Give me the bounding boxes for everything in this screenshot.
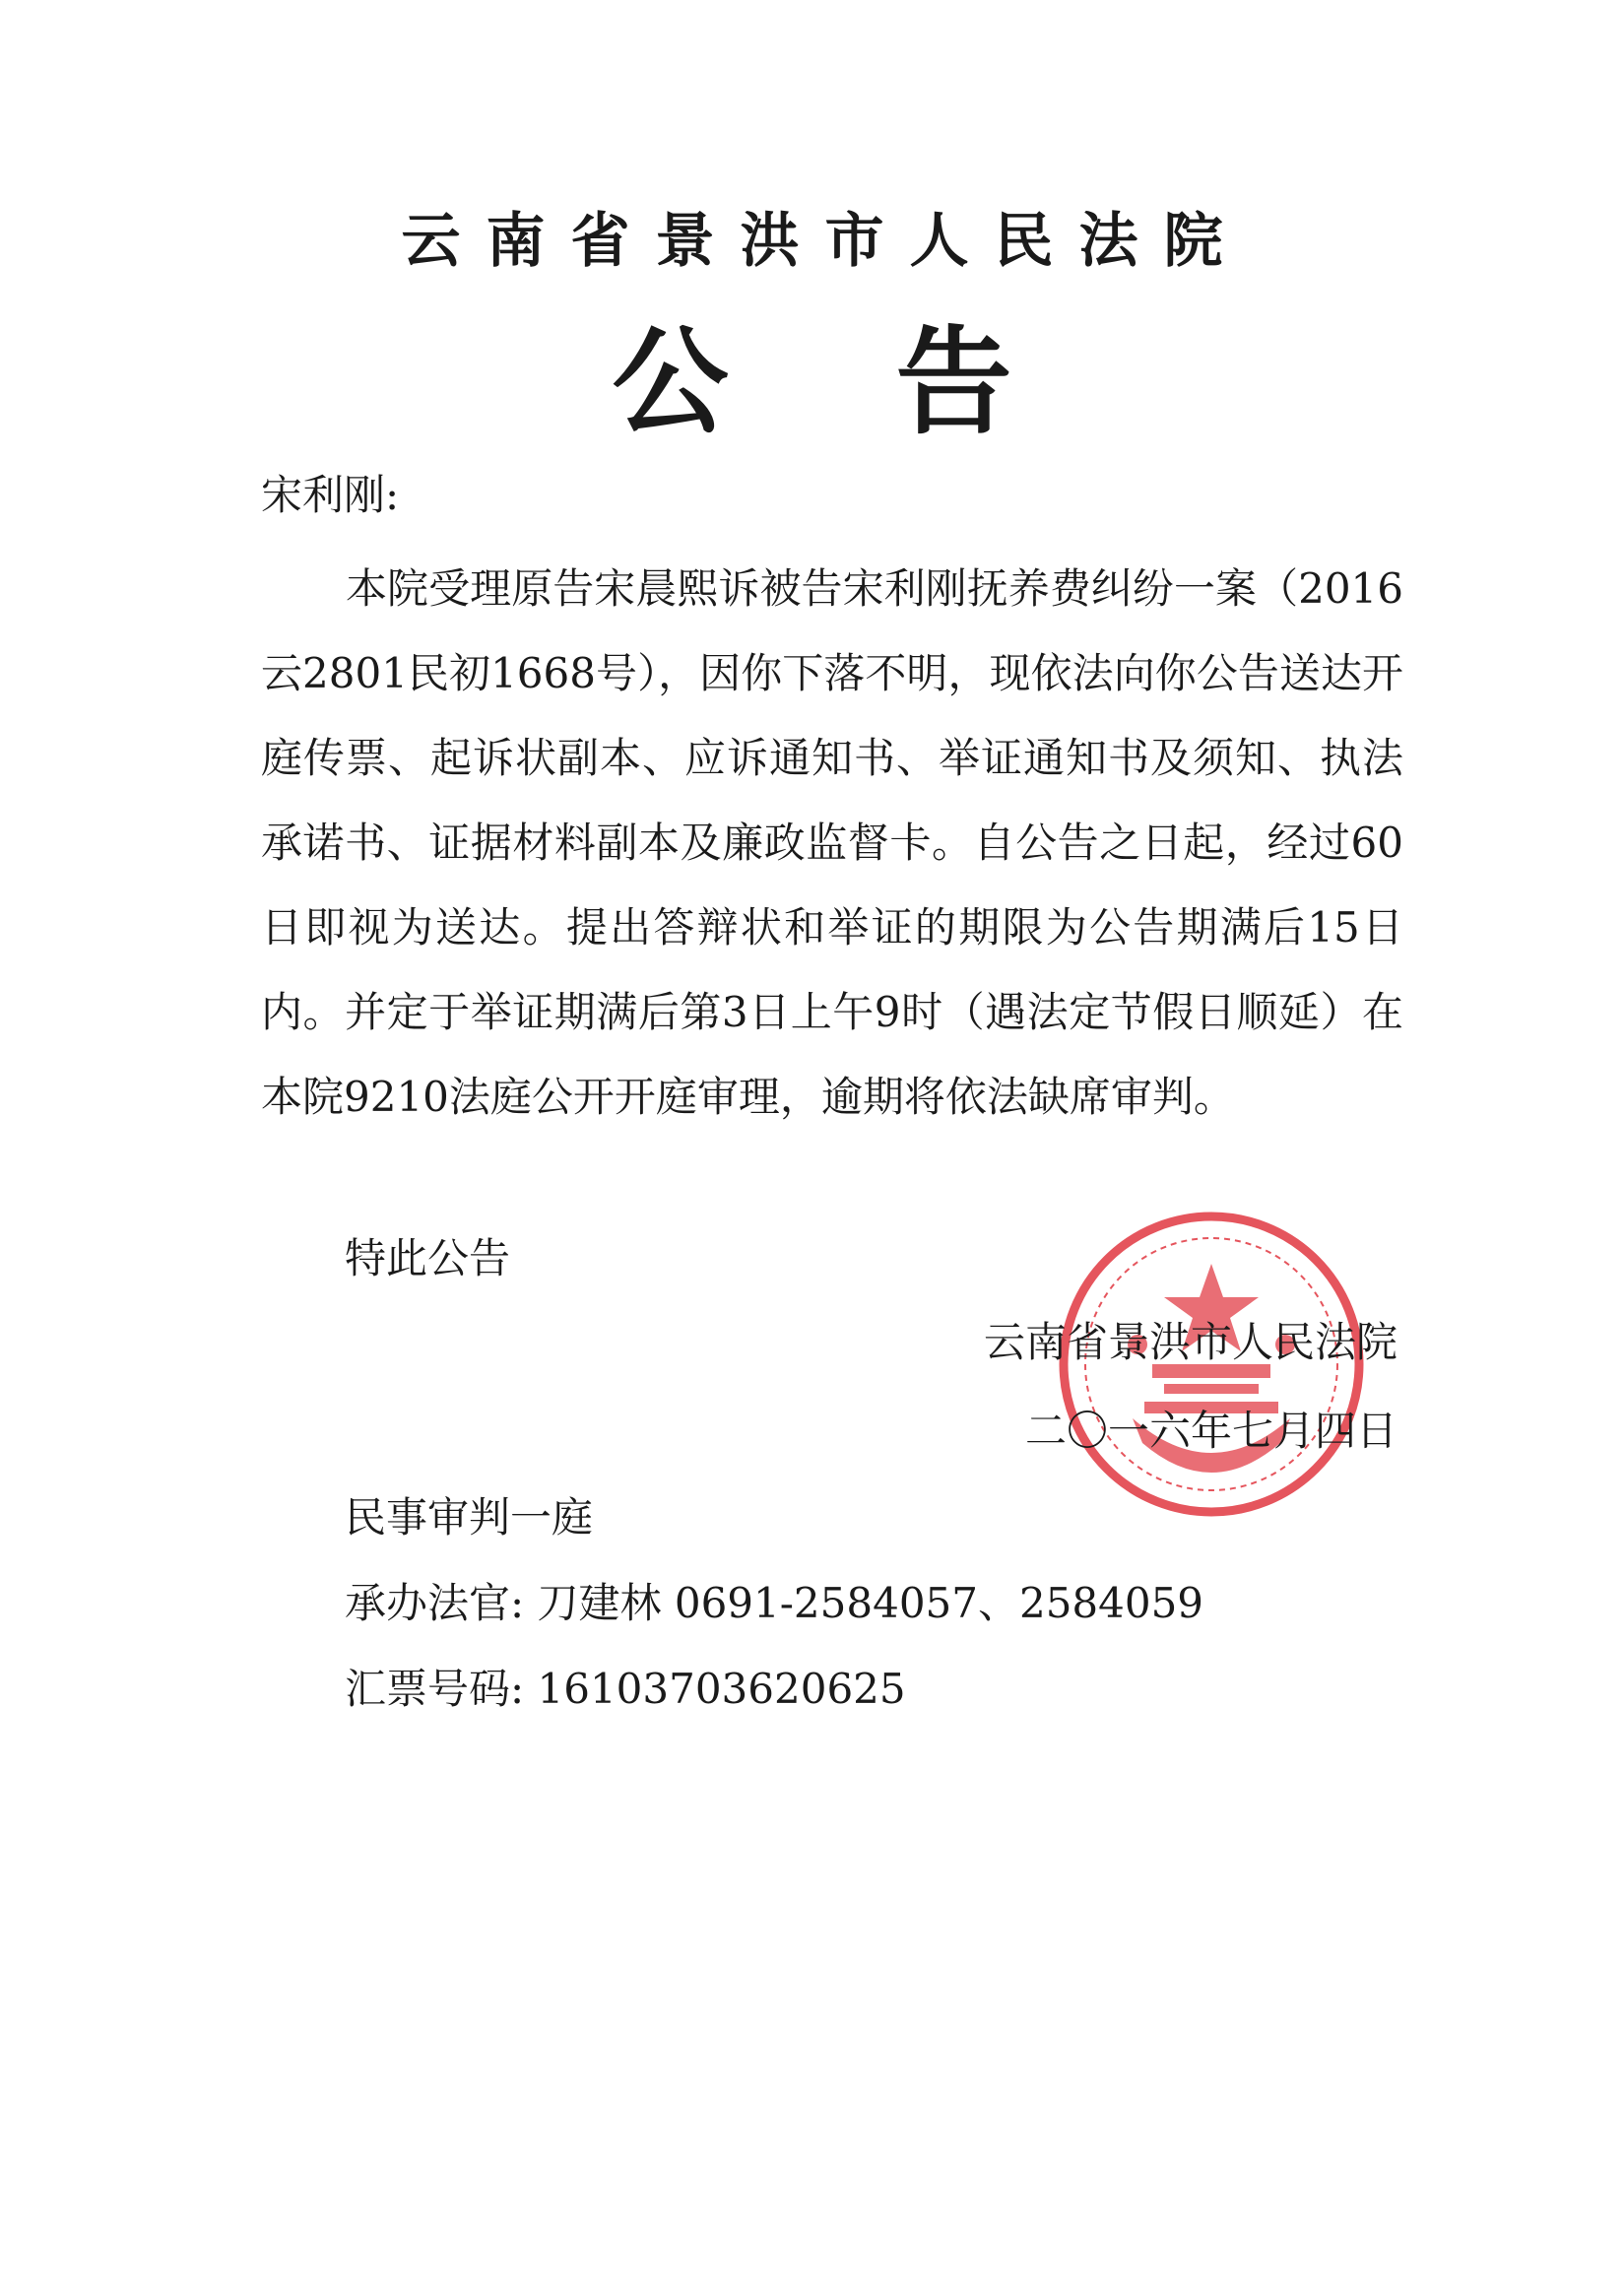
closing-phrase: 特此公告 <box>345 1234 511 1282</box>
notice-title: 公告 <box>612 313 1180 450</box>
notice-body: 本院受理原告宋晨熙诉被告宋利刚抚养费纠纷一案（2016云2801民初1668号），因你下落不明，现依法向你公告送达开庭传票、起诉状副本、应诉通知书、举证通知书及须知、执法承诺书、证据材料副本及廉政监督卡。自公告之日起，经过60日即视为送达。提出答辩状和举证的期限为公告期满后15日内。并定于举证期满后第3日上午9时（遇法定节假日顺延）在本院9210法庭公开开庭审理，逾期将依法缺席审判。 <box>261 564 1403 1121</box>
division-name: 民事审判一庭 <box>345 1493 594 1542</box>
remittance-number: 汇票号码: 16103703620625 <box>345 1665 906 1713</box>
court-title: 云南省景洪市人民法院 <box>401 207 1249 276</box>
addressee: 宋利刚: <box>261 471 400 519</box>
signature-date: 二〇一六年七月四日 <box>1024 1407 1397 1455</box>
signature-court: 云南省景洪市人民法院 <box>983 1318 1397 1366</box>
judge-contact: 承办法官: 刀建林 0691-2584057、2584059 <box>345 1579 1204 1627</box>
